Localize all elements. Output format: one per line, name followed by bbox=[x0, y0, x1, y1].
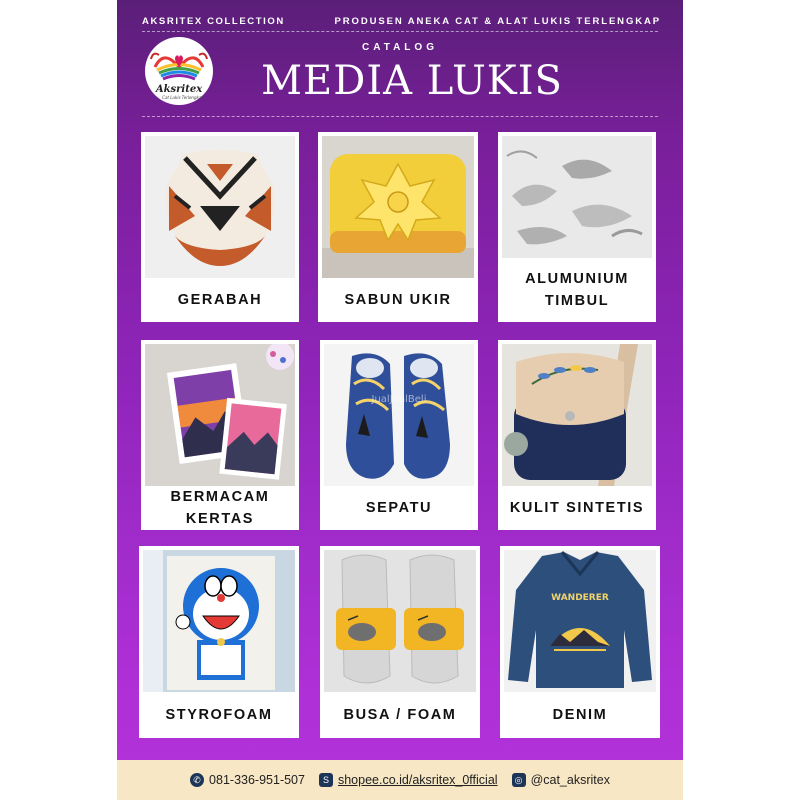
page-title: MEDIA LUKIS bbox=[261, 58, 563, 104]
denim-jacket-image bbox=[504, 550, 656, 692]
card-sabun-ukir bbox=[318, 132, 478, 322]
instagram-handle[interactable]: @cat_aksritex bbox=[530, 773, 610, 787]
paper-painting-image bbox=[145, 344, 295, 486]
card-label-text: ALUMUNIUM TIMBUL bbox=[525, 271, 629, 309]
phone-contact bbox=[190, 773, 305, 787]
card-sepatu bbox=[320, 340, 478, 530]
carved-soap-image bbox=[322, 136, 474, 278]
divider-title bbox=[142, 116, 658, 117]
card-label bbox=[141, 486, 299, 530]
svg-text:Aksritex: Aksritex bbox=[155, 84, 203, 95]
card-busa-foam bbox=[320, 546, 480, 738]
shopee-link[interactable]: shopee.co.id/aksritex_0fficial bbox=[337, 773, 498, 787]
card-styrofoam bbox=[139, 546, 299, 738]
card-denim bbox=[500, 546, 660, 738]
card-kulit-sintetis bbox=[498, 340, 656, 530]
foam-sandals-image bbox=[324, 550, 476, 692]
card-label: DENIM bbox=[552, 707, 608, 723]
phone-icon: ✆ bbox=[190, 773, 204, 787]
card-bermacam-kertas bbox=[141, 340, 299, 530]
catalog-poster bbox=[117, 0, 683, 800]
svg-text:JualJualBeli: JualJualBeli bbox=[371, 394, 427, 405]
pottery-image bbox=[145, 136, 295, 278]
card-gerabah bbox=[141, 132, 299, 322]
card-label-text: BERMACAM KERTAS bbox=[170, 489, 270, 527]
shopee-contact[interactable] bbox=[319, 773, 498, 787]
svg-text:Cat Lukis Terlengkap: Cat Lukis Terlengkap bbox=[162, 95, 204, 100]
phone-number: 081-336-951-507 bbox=[209, 773, 305, 787]
shopping-bag-icon: S bbox=[319, 773, 333, 787]
card-label: STYROFOAM bbox=[165, 707, 273, 723]
painted-bag-image bbox=[502, 344, 652, 486]
card-label: SEPATU bbox=[365, 500, 433, 516]
card-label: SABUN UKIR bbox=[344, 292, 452, 308]
styrofoam-doraemon-image bbox=[143, 550, 295, 692]
card-label: GERABAH bbox=[177, 292, 263, 308]
tagline: PRODUSEN ANEKA CAT & ALAT LUKIS TERLENGKAP bbox=[334, 16, 661, 27]
contact-footer bbox=[117, 760, 683, 800]
card-label bbox=[498, 258, 656, 322]
catalog-label: CATALOG bbox=[362, 42, 438, 53]
top-bar bbox=[117, 14, 683, 30]
card-label: BUSA / FOAM bbox=[343, 707, 457, 723]
instagram-contact[interactable] bbox=[512, 773, 610, 787]
divider-top bbox=[142, 31, 658, 32]
painted-shoes-image bbox=[324, 344, 474, 486]
card-alumunium-timbul bbox=[498, 132, 656, 322]
embossed-aluminium-image bbox=[502, 136, 652, 258]
brand-name: AKSRITEX COLLECTION bbox=[142, 16, 285, 27]
svg-text:WANDERER: WANDERER bbox=[551, 593, 609, 603]
card-label: KULIT SINTETIS bbox=[509, 500, 645, 516]
instagram-icon: ◎ bbox=[512, 773, 526, 787]
